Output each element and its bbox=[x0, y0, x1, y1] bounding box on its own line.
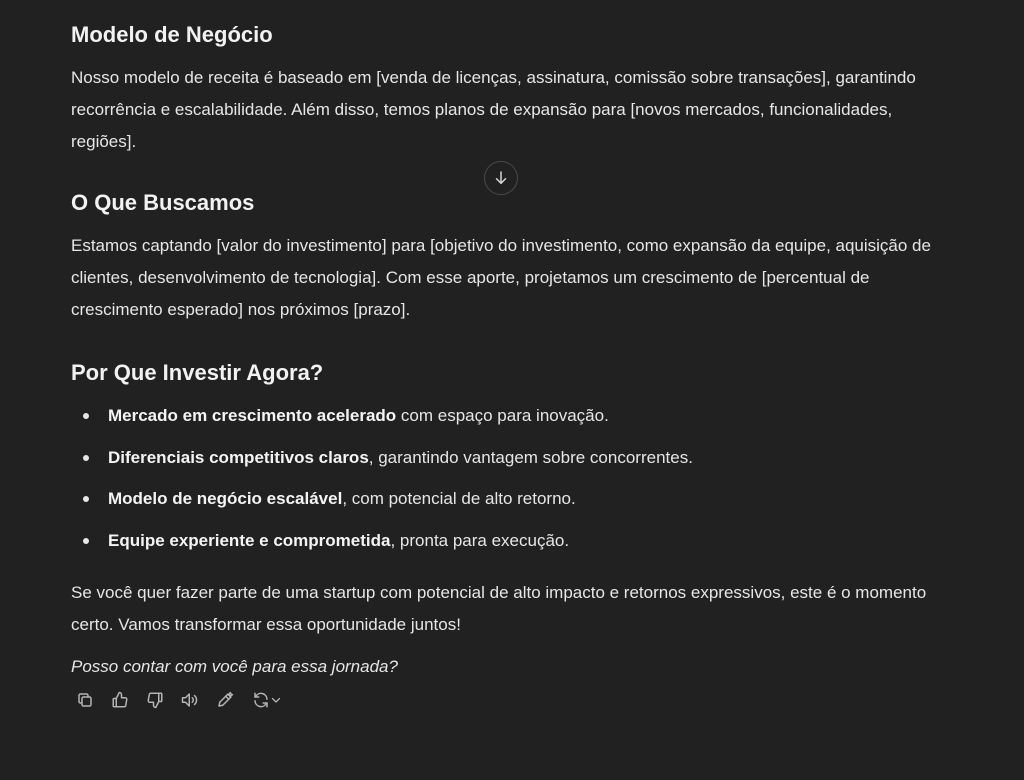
heading-why-invest-now: Por Que Investir Agora? bbox=[71, 360, 324, 385]
heading-what-we-seek: O Que Buscamos bbox=[71, 190, 255, 215]
list-item bbox=[71, 442, 931, 474]
list-item-bold: Equipe experiente e comprometida bbox=[108, 530, 391, 550]
list-item bbox=[71, 483, 931, 515]
bullet-dot bbox=[83, 496, 89, 502]
thumbs-up-icon bbox=[111, 691, 129, 709]
edit-icon bbox=[216, 691, 234, 709]
paragraph-business-model: Nosso modelo de receita é baseado em [venda de licenças, assinatura, comissão sobre transações], garantindo recorrência e escalabilidade. Além disso, temos planos de expansão para [novos mercados, funcionalidades, regiões]. bbox=[71, 68, 916, 151]
copy-icon bbox=[76, 691, 94, 709]
copy-button[interactable] bbox=[73, 688, 97, 712]
thumbs-down-icon bbox=[146, 691, 164, 709]
list-item-bold: Modelo de negócio escalável bbox=[108, 489, 343, 508]
closing-question: Posso contar com você para essa jornada? bbox=[71, 656, 398, 676]
heading-business-model: Modelo de Negócio bbox=[71, 22, 273, 47]
closing-paragraph: Se você quer fazer parte de uma startup com potencial de alto impacto e retornos expressivos, este é o momento certo. Vamos transformar essa oportunidade juntos! bbox=[71, 582, 927, 634]
list-item bbox=[71, 400, 931, 432]
list-item-text: , garantindo vantagem sobre concorrentes. bbox=[368, 447, 693, 467]
list-item bbox=[71, 525, 931, 557]
paragraph-what-we-seek: Estamos captando [valor do investimento] para [objetivo do investimento, como expansão da equipe, aquisição de clientes, desenvolvimento de tecnologia]. Com esse aporte, projetamos um crescimento de [percentual de crescimento esperado] nos próximos [prazo]. bbox=[71, 236, 931, 319]
read-aloud-icon bbox=[180, 691, 200, 709]
bullet-dot bbox=[83, 455, 89, 461]
list-item-bold: Diferenciais competitivos claros bbox=[108, 447, 369, 467]
list-item-text: , pronta para execução. bbox=[390, 530, 570, 550]
arrow-down-icon bbox=[492, 169, 510, 187]
bullet-dot bbox=[83, 413, 89, 419]
bullet-dot bbox=[83, 538, 89, 544]
message-actions bbox=[73, 688, 286, 712]
bad-response-button[interactable] bbox=[143, 688, 167, 712]
regenerate-icon bbox=[252, 691, 270, 709]
reasons-list bbox=[71, 400, 931, 557]
message-content bbox=[71, 18, 931, 683]
read-aloud-button[interactable] bbox=[178, 688, 202, 712]
list-item-text: com espaço para inovação. bbox=[396, 406, 609, 425]
list-item-bold: Mercado em crescimento acelerado bbox=[108, 406, 397, 425]
scroll-to-bottom-button[interactable] bbox=[484, 161, 518, 195]
edit-button[interactable] bbox=[213, 688, 237, 712]
good-response-button[interactable] bbox=[108, 688, 132, 712]
list-item-text: , com potencial de alto retorno. bbox=[342, 489, 576, 508]
regenerate-button[interactable] bbox=[248, 688, 286, 712]
chevron-down-icon bbox=[270, 694, 282, 706]
